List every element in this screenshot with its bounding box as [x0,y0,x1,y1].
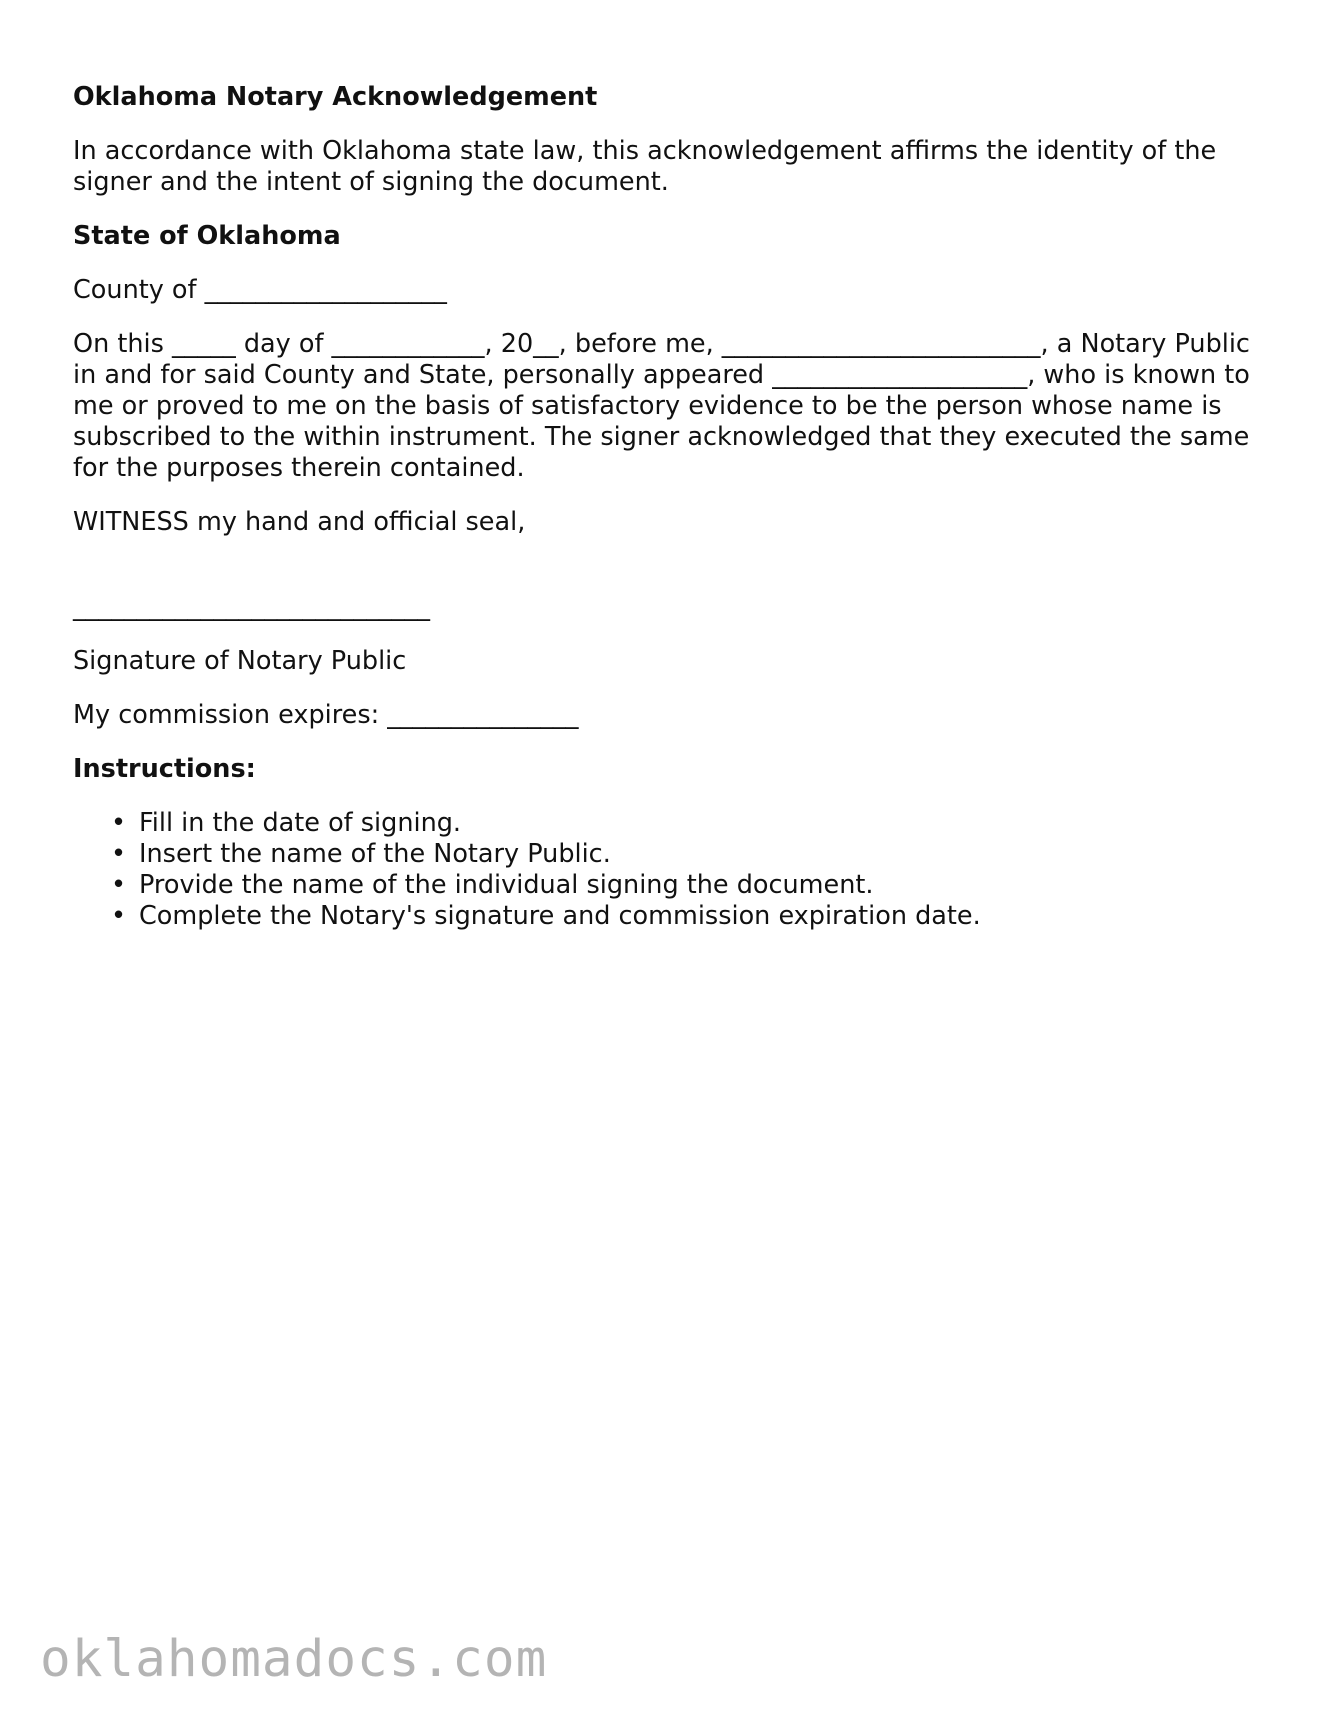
acknowledgement-paragraph: On this _____ day of ____________, 20__, before me, _________________________, a Notary Public in and for said County and State, personally appeared ____________________, who is known to me or proved to me on the basis of satisfactory evidence to be the person whose name is subscribed to the within instrument. The signer acknowledged that they executed the same for the purposes therein contained. [73,329,1250,483]
site-watermark: oklahomadocs.com [40,1630,548,1689]
signature-label: Signature of Notary Public [73,646,407,676]
instruction-text: Complete the Notary's signature and commission expiration date. [139,901,981,931]
instruction-item [111,808,1253,839]
bullet-icon: • [111,808,127,838]
instructions-heading: Instructions: [73,754,256,784]
instruction-item [111,839,1253,870]
instructions-list [73,808,1253,932]
witness-line: WITNESS my hand and official seal, [73,507,526,537]
instruction-text: Insert the name of the Notary Public. [139,839,611,869]
signature-blank: ____________________________ [73,592,430,622]
county-line: County of ___________________ [73,275,447,305]
instruction-text: Provide the name of the individual signing the document. [139,870,874,900]
intro-paragraph: In accordance with Oklahoma state law, this acknowledgement affirms the identity of the signer and the intent of signing the document. [73,136,1217,197]
bullet-icon: • [111,839,127,869]
bullet-icon: • [111,870,127,900]
instruction-item [111,901,1253,932]
bullet-icon: • [111,901,127,931]
commission-line: My commission expires: _______________ [73,700,579,730]
state-heading: State of Oklahoma [73,221,341,251]
document-page [73,82,1253,932]
document-title: Oklahoma Notary Acknowledgement [73,82,598,112]
instruction-text: Fill in the date of signing. [139,808,462,838]
instruction-item [111,870,1253,901]
